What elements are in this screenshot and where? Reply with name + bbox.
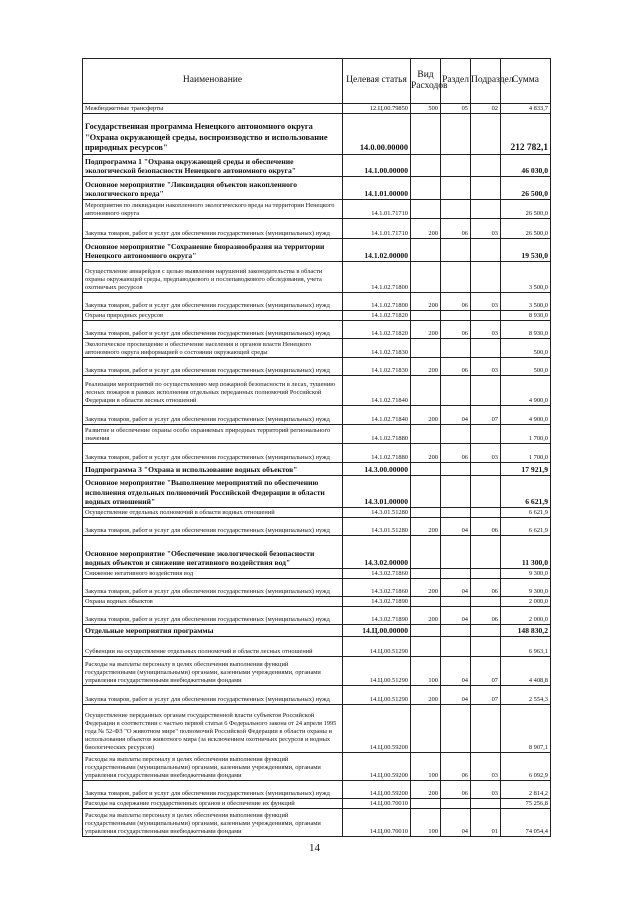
table-row [83,293,551,311]
row-expense-type [411,339,441,358]
row-name: Закупка товаров, работ и услуг для обеспечения государственных (муниципальных) нужд [83,686,343,705]
row-subsection: 07 [471,406,501,425]
header-target: Целевая статья [343,59,411,104]
table-row [83,518,551,536]
row-subsection: 06 [471,579,501,597]
row-target-code: 14.3.01.00000 [343,476,411,508]
row-subsection: 03 [471,444,501,463]
table-row [83,536,551,569]
row-target-code: 14.3.00.00000 [343,463,411,476]
row-expense-type: 100 [411,753,441,781]
row-subsection [471,177,501,200]
row-expense-type: 200 [411,406,441,425]
row-sum: 6 092,9 [501,753,551,781]
row-sum: 1 700,0 [501,444,551,463]
header-sum: Сумма [501,59,551,104]
row-subsection [471,508,501,518]
row-section [441,637,471,657]
row-name: Основное мероприятие "Выполнение мероприятий по обеспечению исполнения отдельных полномочий Российской Федерации в области водных отношений" [83,476,343,508]
row-section [441,177,471,200]
row-subsection: 07 [471,657,501,686]
row-sum: 4 900,0 [501,406,551,425]
row-expense-type: 200 [411,518,441,536]
row-section [441,799,471,809]
row-sum: 46 030,0 [501,155,551,177]
row-target-code: 14.1.01.71710 [343,219,411,239]
row-name: Осуществление авиарейдов с целью выявления нарушений законодательства в области охраны окружающей среды, предпаводкового и послепаводкового обследования, учета охотничьих ресурсов [83,262,343,293]
table-row [83,155,551,177]
row-expense-type [411,799,441,809]
row-subsection: 02 [471,104,501,114]
row-expense-type [411,597,441,607]
row-expense-type [411,637,441,657]
row-expense-type: 200 [411,321,441,339]
row-sum: 26 500,0 [501,219,551,239]
row-section [441,339,471,358]
row-section [441,705,471,753]
row-section [441,114,471,155]
row-name: Реализация мероприятий по осуществлению мер пожарной безопасности в лесах, тушению лесных пожаров в рамках исполнения отдельных переданных полномочий Российской Федерации в области лесных отношений [83,376,343,406]
header-name: Наименование [83,59,343,104]
row-name: Государственная программа Ненецкого автономного округа "Охрана окружающей среды, воспроизводство и использование природных ресурсов" [83,114,343,155]
row-sum: 4 833,7 [501,104,551,114]
row-target-code: 14.3.01.51280 [343,518,411,536]
table-row [83,177,551,200]
row-subsection: 03 [471,358,501,376]
row-expense-type [411,177,441,200]
row-name: Субвенции на осуществление отдельных полномочий в области лесных отношений [83,637,343,657]
row-subsection [471,262,501,293]
row-name: Закупка товаров, работ и услуг для обеспечения государственных (муниципальных) нужд [83,219,343,239]
table-row [83,262,551,293]
row-expense-type [411,476,441,508]
row-expense-type: 100 [411,657,441,686]
row-target-code: 12.Ц.00.79850 [343,104,411,114]
table-row [83,579,551,597]
row-section [441,625,471,637]
row-sum: 11 300,0 [501,536,551,569]
row-target-code: 14.3.02.00000 [343,536,411,569]
header-subsection: Подраздел [471,59,501,104]
row-subsection [471,705,501,753]
table-row [83,311,551,321]
table-row [83,358,551,376]
header-expense-type: Вид Расходов [411,59,441,104]
table-row [83,809,551,837]
row-subsection: 03 [471,219,501,239]
table-row [83,219,551,239]
row-subsection [471,200,501,219]
row-subsection [471,463,501,476]
table-row [83,200,551,219]
row-sum: 6 621,9 [501,476,551,508]
row-target-code: 14.Ц.00.70010 [343,799,411,809]
row-target-code: 14.1.02.71800 [343,262,411,293]
row-target-code: 14.1.02.71830 [343,339,411,358]
row-subsection [471,597,501,607]
row-target-code: 14.0.00.00000 [343,114,411,155]
row-section: 06 [441,219,471,239]
row-target-code: 14.Ц.00.51290 [343,686,411,705]
row-section [441,536,471,569]
row-expense-type: 100 [411,809,441,837]
row-sum: 2 814,2 [501,781,551,799]
table-row [83,463,551,476]
table-row [83,104,551,114]
row-name: Подпрограмма 3 "Охрана и использование водных объектов" [83,463,343,476]
row-name: Отдельные мероприятия программы [83,625,343,637]
row-subsection [471,376,501,406]
row-name: Охрана природных ресурсов [83,311,343,321]
row-section: 06 [441,293,471,311]
row-sum: 26 500,0 [501,200,551,219]
row-subsection [471,311,501,321]
row-sum: 8 930,0 [501,321,551,339]
table-row [83,686,551,705]
row-section [441,569,471,579]
row-sum: 8 930,0 [501,311,551,321]
row-expense-type [411,114,441,155]
row-section [441,311,471,321]
row-target-code: 14.Ц.00.51290 [343,637,411,657]
row-section: 06 [441,358,471,376]
row-expense-type [411,569,441,579]
row-section: 04 [441,579,471,597]
table-row [83,376,551,406]
row-subsection [471,569,501,579]
row-sum: 212 782,1 [501,114,551,155]
page-number: 14 [309,842,320,854]
row-name: Расходы на содержание государственных органов и обеспечение их функций [83,799,343,809]
row-subsection: 03 [471,781,501,799]
row-name: Снижение негативного воздействия вод [83,569,343,579]
row-section [441,476,471,508]
row-sum: 2 000,0 [501,607,551,625]
row-section [441,425,471,444]
row-subsection [471,114,501,155]
row-name: Закупка товаров, работ и услуг для обеспечения государственных (муниципальных) нужд [83,607,343,625]
row-name: Основное мероприятие "Сохранение биоразнообразия на территории Ненецкого автономного округа" [83,239,343,262]
row-name: Расходы на выплаты персоналу в целях обеспечения выполнения функций государственными (муниципальными) органами, казенными учреждениями, органами управления государственными внебюджетными фондами [83,809,343,837]
table-row [83,425,551,444]
row-subsection [471,339,501,358]
row-sum: 1 700,0 [501,425,551,444]
row-subsection: 06 [471,607,501,625]
row-section: 04 [441,809,471,837]
row-expense-type [411,425,441,444]
row-sum: 6 621,9 [501,518,551,536]
table-row [83,406,551,425]
row-expense-type [411,376,441,406]
row-target-code: 14.3.02.71890 [343,607,411,625]
row-target-code: 14.1.02.71840 [343,406,411,425]
row-subsection [471,239,501,262]
row-section [441,239,471,262]
table-row [83,625,551,637]
row-name: Закупка товаров, работ и услуг для обеспечения государственных (муниципальных) нужд [83,579,343,597]
table-row [83,799,551,809]
row-target-code: 14.1.02.71880 [343,444,411,463]
table-row [83,607,551,625]
row-target-code: 14.3.01.51280 [343,508,411,518]
row-expense-type: 200 [411,444,441,463]
row-expense-type [411,155,441,177]
row-target-code: 14.Ц.00.59200 [343,705,411,753]
row-section [441,508,471,518]
row-name: Осуществление отдельных полномочий в области водных отношений [83,508,343,518]
row-expense-type: 500 [411,104,441,114]
row-target-code: 14.Ц.00.70010 [343,809,411,837]
row-sum: 2 000,0 [501,597,551,607]
row-name: Закупка товаров, работ и услуг для обеспечения государственных (муниципальных) нужд [83,781,343,799]
row-target-code: 14.Ц.00.51290 [343,657,411,686]
row-sum: 19 530,0 [501,239,551,262]
row-section: 06 [441,753,471,781]
row-section: 04 [441,406,471,425]
row-expense-type: 200 [411,607,441,625]
row-subsection: 03 [471,293,501,311]
row-target-code: 14.3.02.71890 [343,597,411,607]
row-name: Закупка товаров, работ и услуг для обеспечения государственных (муниципальных) нужд [83,444,343,463]
row-name: Осуществление переданных органам государственной власти субъектов Российской Федерации в соответствии с частью первой статьи 6 Федерального закона от 24 апреля 1995 года № 52-ФЗ "О животном мире" полномочий Российской Федерации в области охраны и использования объектов животного мира (за исключением охотничьих ресурсов и водных биологических ресурсов) [83,705,343,753]
table-row [83,781,551,799]
row-section [441,262,471,293]
row-sum: 17 921,9 [501,463,551,476]
row-expense-type [411,705,441,753]
budget-table [82,58,551,837]
table-row [83,239,551,262]
row-sum: 74 054,4 [501,809,551,837]
row-name: Экологическое просвещение и обеспечение населения и органов власти Ненецкого автономного округа информацией о состоянии окружающей среды [83,339,343,358]
row-expense-type: 200 [411,219,441,239]
row-sum: 6 963,1 [501,637,551,657]
row-subsection [471,625,501,637]
row-name: Развитие и обеспечение охраны особо охраняемых природных территорий регионального значения [83,425,343,444]
row-sum: 8 907,1 [501,705,551,753]
row-name: Закупка товаров, работ и услуг для обеспечения государственных (муниципальных) нужд [83,406,343,425]
row-name: Расходы на выплаты персоналу в целях обеспечения выполнения функций государственными (муниципальными) органами, казенными учреждениями, органами управления государственными внебюджетными фондами [83,753,343,781]
row-expense-type [411,463,441,476]
row-target-code: 14.1.02.71880 [343,425,411,444]
row-name: Расходы на выплаты персоналу в целях обеспечения выполнения функций государственными (муниципальными) органами, казенными учреждениями, органами управления государственными внебюджетными фондами [83,657,343,686]
row-target-code: 14.3.02.71860 [343,579,411,597]
row-section: 05 [441,104,471,114]
row-expense-type [411,625,441,637]
row-expense-type: 200 [411,686,441,705]
row-expense-type [411,508,441,518]
row-section [441,597,471,607]
row-target-code: 14.1.00.00000 [343,155,411,177]
row-section [441,376,471,406]
row-expense-type: 200 [411,358,441,376]
row-target-code: 14.1.02.71820 [343,311,411,321]
table-row [83,637,551,657]
table-row [83,657,551,686]
row-expense-type: 200 [411,781,441,799]
row-target-code: 14.1.01.71710 [343,200,411,219]
row-sum: 2 554,3 [501,686,551,705]
table-row [83,705,551,753]
row-sum: 9 300,0 [501,579,551,597]
row-section: 04 [441,518,471,536]
table-body [83,104,551,837]
row-section: 04 [441,657,471,686]
row-name: Закупка товаров, работ и услуг для обеспечения государственных (муниципальных) нужд [83,321,343,339]
table-header-row [83,59,551,104]
row-sum: 26 500,0 [501,177,551,200]
row-expense-type [411,262,441,293]
row-sum: 4 900,0 [501,376,551,406]
row-target-code: 14.1.02.71830 [343,358,411,376]
row-name: Основное мероприятие "Ликвидация объектов накопленного экологического вреда" [83,177,343,200]
row-subsection: 06 [471,518,501,536]
row-section [441,200,471,219]
row-subsection [471,425,501,444]
table-row [83,444,551,463]
row-expense-type [411,536,441,569]
row-name: Межбюджетные трансферты [83,104,343,114]
row-subsection [471,799,501,809]
row-subsection [471,637,501,657]
row-subsection: 01 [471,809,501,837]
row-target-code: 14.1.02.71800 [343,293,411,311]
row-sum: 75 256,8 [501,799,551,809]
row-expense-type [411,239,441,262]
table-row [83,753,551,781]
row-target-code: 14.Ц.00.59200 [343,753,411,781]
row-name: Закупка товаров, работ и услуг для обеспечения государственных (муниципальных) нужд [83,518,343,536]
row-name: Закупка товаров, работ и услуг для обеспечения государственных (муниципальных) нужд [83,293,343,311]
row-sum: 500,0 [501,339,551,358]
row-target-code: 14.Ц.00.59200 [343,781,411,799]
row-subsection [471,155,501,177]
row-expense-type [411,311,441,321]
row-subsection [471,476,501,508]
row-sum: 148 830,2 [501,625,551,637]
row-name: Основное мероприятие "Обеспечение экологической безопасности водных объектов и снижение негативного воздействия вод" [83,536,343,569]
table-row [83,321,551,339]
row-subsection [471,536,501,569]
row-target-code: 14.1.02.71820 [343,321,411,339]
row-section: 06 [441,444,471,463]
table-row [83,339,551,358]
row-expense-type [411,200,441,219]
row-target-code: 14.1.01.00000 [343,177,411,200]
row-expense-type: 200 [411,293,441,311]
row-subsection: 03 [471,321,501,339]
row-section [441,155,471,177]
row-section [441,463,471,476]
row-name: Подпрограмма 1 "Охрана окружающей среды и обеспечение экологической безопасности Ненецкого автономного округа" [83,155,343,177]
row-section: 04 [441,607,471,625]
row-sum: 6 621,9 [501,508,551,518]
row-sum: 3 500,0 [501,262,551,293]
table-row [83,114,551,155]
table-row [83,476,551,508]
row-target-code: 14.1.02.71840 [343,376,411,406]
row-name: Охрана водных объектов [83,597,343,607]
row-sum: 4 408,8 [501,657,551,686]
table-row [83,597,551,607]
row-target-code: 14.Ц.00.00000 [343,625,411,637]
row-subsection: 03 [471,753,501,781]
row-name: Закупка товаров, работ и услуг для обеспечения государственных (муниципальных) нужд [83,358,343,376]
table-row [83,569,551,579]
row-target-code: 14.1.02.00000 [343,239,411,262]
header-section: Раздел [441,59,471,104]
table-row [83,508,551,518]
row-expense-type: 200 [411,579,441,597]
row-name: Мероприятия по ликвидации накопленного экологического вреда на территории Ненецкого автономного округа [83,200,343,219]
row-sum: 9 300,0 [501,569,551,579]
row-section: 04 [441,686,471,705]
row-sum: 3 500,0 [501,293,551,311]
row-section: 06 [441,781,471,799]
row-section: 06 [441,321,471,339]
row-target-code: 14.3.02.71860 [343,569,411,579]
row-sum: 500,0 [501,358,551,376]
row-subsection: 07 [471,686,501,705]
